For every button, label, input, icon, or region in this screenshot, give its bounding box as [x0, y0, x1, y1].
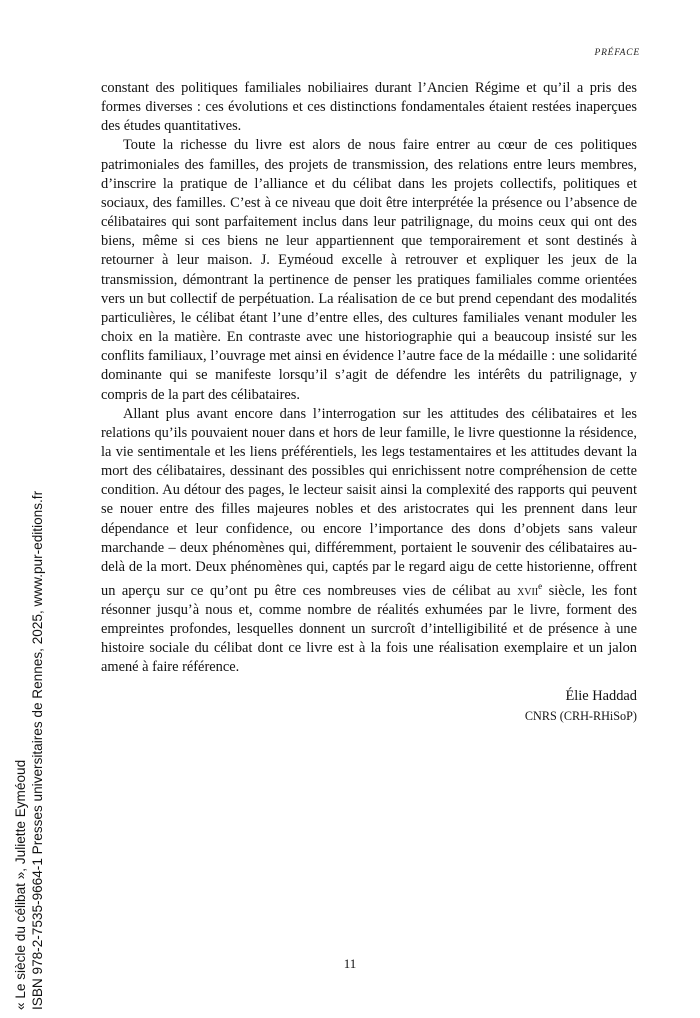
paragraph-attitudes-text-a: Allant plus avant encore dans l’interrogation sur les attitudes des célibataires et les relations qu’ils pouvaient nouer dans et hors de leur famille, le livre questionne la résidence, la vie sentimentale et les liens préférentiels, les legs testamentaires et les attitudes devant la mort des célibataires, dessinant des possibles qui enrichissent notre compréhension de cette condition. Au détour des pages, le lecteur saisit ainsi la complexité des rapports qui peuvent se nouer entre des filles majeures nobles et des aristocrates qui les prennent dans leur dépendance et leur confidence, ou encore l’importance des dons d’objets sans valeur marchande – deux phénomènes qui, différemment, portaient le souvenir des célibataires au-delà de la mort. Deux phénomènes qui, captés par le regard aigu de cette historienne, offrent un aperçu sur ce qu’ont pu être ces nombreuses vies de célibat au — [101, 405, 637, 599]
author-affiliation: CNRS (CRH-RHiSoP) — [524, 709, 637, 723]
paragraph-transmission: Toute la richesse du livre est alors de nous faire entrer au cœur de ces politiques patrimoniales des familles, des projets de transmission, des relations entre leurs membres, d’inscrire la pratique de l’alliance et du célibat dans les projets collectifs, politiques et sociaux, des familles. C’est à ce niveau que doit être interprétée la présence ou l’absence de célibataires qui sont parfaitement inclus dans leur patrilignage, du moins ceux qui ont des biens, même si ces biens ne leur appartiennent que temporairement et sont destinés à retourner à leur maison. J. Eyméoud excelle à retrouver et expliquer les jeux de la transmission, démontrant la pertinence de penser les pratiques familiales comme orientées vers un but collectif de perpétuation. La réalisation de ce but prend cependant des modalités particulières, le célibat étant l’une d’entre elles, des cultures familiales venant moduler les choix en la matière. En contraste avec une historiographie qui a beaucoup insisté sur les conflits familiaux, l’ouvrage met ainsi en évidence l’autre face de la médaille : une solidarité dominante qui se manifeste lorsqu’il s’agit de défendre les intérêts du patrilignage, y compris de la part des célibataires. — [101, 137, 637, 403]
century-superscript: e — [538, 581, 543, 592]
paragraph-attitudes-text-b: siècle, les font résonner jusqu’à nous et, comme nombre de réalités exhumées par le livre, forment des empreintes profondes, lesquelles donnent un surcroît d’intelligibilité et de présence à une histoire sociale du célibat dont ce livre est à la fois une réalisation exemplaire et un jalon amené à faire référence. — [101, 582, 637, 676]
paragraph-attitudes — [101, 405, 637, 678]
century-numeral: xvii — [517, 582, 539, 599]
page-number: 11 — [343, 956, 357, 971]
preface-body — [101, 79, 637, 678]
paragraph-continuation: constant des politiques familiales nobiliaires durant l’Ancien Régime et qu’il a pris des formes diverses : ces évolutions et ces distinctions fondamentales étaient restées inaperçues des études quantitatives. — [101, 80, 637, 135]
side-credit — [13, 491, 46, 1010]
side-credit-line-title: « Le siècle du célibat », Juliette Eyméoud — [13, 759, 28, 1010]
author-signature: Élie Haddad — [565, 688, 637, 704]
side-credit-line-isbn: ISBN 978-2-7535-9664-1 Presses universitaires de Rennes, 2025, www.pur-editions.fr — [29, 490, 45, 1010]
running-header: PRÉFACE — [594, 48, 640, 58]
